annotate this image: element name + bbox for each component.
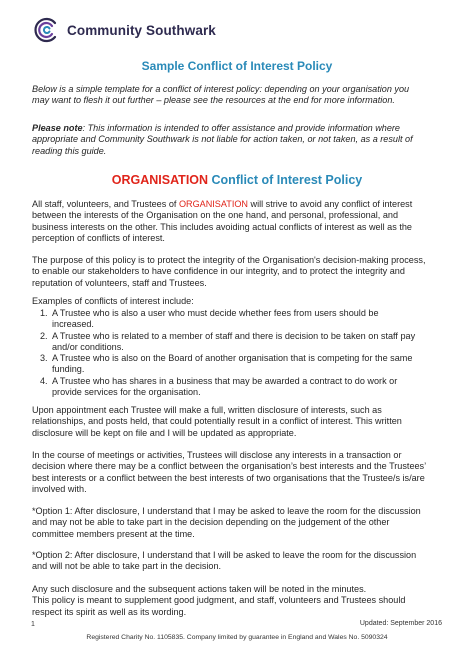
para-line: best interests or a conflict between the best interests of two organisations that the Trustee/s is/are (32, 472, 425, 483)
para-line: All staff, volunteers, and Trustees of ORGANISATION will strive to avoid any conflict of interest (32, 199, 413, 209)
para-line: *Option 2: After disclosure, I understand that I will be asked to leave the room for the discussion (32, 550, 417, 560)
para-line: and may not be able to take part in the decision depending on the judgement of the other (32, 517, 390, 528)
list-item: 1. A Trustee who is also a user who must decide whether fees from users should be increased. (40, 308, 379, 330)
paragraph-commitment (32, 199, 444, 244)
note-line: reading this guide. (32, 145, 107, 156)
note-label: Please note (32, 123, 83, 133)
para-line: business interests on the other. This includes avoiding actual conflicts of interest as well as the (32, 221, 412, 232)
intro-line: Below is a simple template for a conflict of interest policy: depending on your organisation you (32, 84, 410, 94)
paragraph-closing (32, 584, 444, 618)
para-line: This policy is meant to supplement good judgment, and staff, volunteers and Trustees should (32, 595, 406, 606)
heading-organisation: ORGANISATION (111, 173, 209, 187)
disclaimer-note (32, 123, 444, 157)
list-item: 2. A Trustee who is related to a member of staff and there is decision to be taken on staff pay and/or conditions. (40, 330, 416, 352)
para-line: decision where there may be a conflict between the organisation’s best interests and the Trustees’ (32, 461, 427, 472)
community-southwark-logo-icon (31, 15, 61, 45)
para-line: Upon appointment each Trustee will make a full, written disclosure of interests, such as (32, 405, 382, 415)
paragraph-disclosure (32, 405, 444, 439)
para-line: involved with. (32, 483, 87, 494)
paragraph-option-2 (32, 550, 444, 573)
para-line: committee members present at the time. (32, 528, 195, 539)
paragraph-purpose (32, 255, 444, 289)
para-line: to enable our stakeholders to have confidence in our integrity, and to protect the integrity and (32, 266, 405, 277)
para-line: The purpose of this policy is to protect the integrity of the Organisation's decision-making process, (32, 255, 426, 265)
para-line: In the course of meetings or activities, Trustees will disclose any interests in a transaction or (32, 450, 402, 460)
intro-line: may want to flesh it out further – please see the resources at the end for more information. (32, 95, 395, 106)
examples-intro: Examples of conflicts of interest include: (32, 296, 194, 306)
policy-heading (0, 173, 474, 187)
para-line: relationships, and posts held, that could potentially result in a conflict of interest. This written (32, 416, 402, 427)
para-line: perception of conflicts of interest. (32, 232, 165, 243)
registration-footer: Registered Charity No. 1105835. Company limited by guarantee in England and Wales No. 5090324 (86, 634, 388, 641)
para-line: *Option 1: After disclosure, I understand that I may be asked to leave the room for the discussion (32, 506, 421, 516)
para-line: between the interests of the Organisation on the one hand, and personal, professional, and (32, 210, 399, 221)
paragraph-option-1 (32, 506, 444, 540)
paragraph-meetings (32, 450, 444, 495)
heading-policy-title: Conflict of Interest Policy (208, 173, 363, 187)
para-line: disclosure will be kept on file and I will be updated as appropriate. (32, 427, 297, 438)
para-line: respect its spirit as well as its wording. (32, 606, 187, 617)
document-title: Sample Conflict of Interest Policy (141, 59, 333, 73)
para-line: and will not be able to take part in the decision. (32, 561, 222, 572)
organisation-placeholder: ORGANISATION (178, 199, 248, 209)
page-number: 1 (31, 621, 35, 628)
para-line: reputation of volunteers, staff and Trustees. (32, 277, 207, 288)
list-item: 4. A Trustee who has shares in a business that may be awarded a contract to do work or provide services for the organisation. (40, 375, 398, 398)
brand-logo (31, 15, 216, 45)
intro-paragraph (32, 84, 444, 107)
note-line: appropriate and Community Southwark is not liable for action taken, or not taken, as a result of (32, 134, 413, 145)
note-line: Please note: This information is intended to offer assistance and provide information where (32, 123, 400, 133)
para-line: Any such disclosure and the subsequent actions taken will be noted in the minutes. (32, 584, 367, 594)
logo-text: Community Southwark (67, 22, 216, 38)
examples-list (32, 308, 444, 398)
list-item: 3. A Trustee who is also on the Board of another organisation that is competing for the same funding. (40, 353, 413, 375)
updated-date: Updated: September 2016 (359, 620, 442, 627)
